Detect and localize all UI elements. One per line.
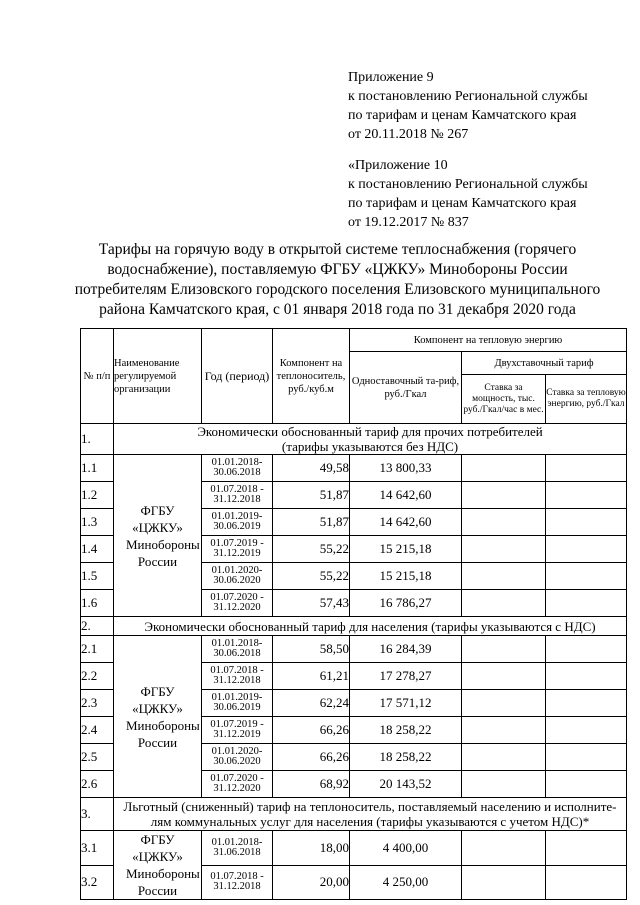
table-row [81, 455, 627, 482]
appendix-line: от 20.11.2018 № 267 [348, 127, 469, 142]
single-rate-value: 4 250,00 [350, 865, 462, 900]
capacity-rate-value [462, 744, 546, 771]
period-end: 31.12.2018 [213, 494, 261, 505]
carrier-value: 18,00 [273, 831, 350, 866]
header-two-rate: Двухставочный тариф [462, 352, 627, 375]
capacity-rate-value [462, 663, 546, 690]
single-rate-value: 4 400,00 [350, 831, 462, 866]
single-rate-value: 18 258,22 [350, 744, 462, 771]
energy-rate-value [546, 636, 627, 663]
header-period: Год (период) [202, 329, 273, 424]
row-num: 1.6 [81, 590, 114, 617]
single-rate-value: 20 143,52 [350, 771, 462, 798]
single-rate-value: 16 786,27 [350, 590, 462, 617]
section-row [81, 424, 627, 455]
period-start: 01.01.2019- [211, 692, 263, 703]
carrier-value: 55,22 [273, 536, 350, 563]
row-num: 2.4 [81, 717, 114, 744]
table-row [81, 831, 627, 866]
header-single-rate: Одноставочный та-риф, руб./Гкал [350, 352, 462, 424]
capacity-rate-value [462, 536, 546, 563]
header-num: № п/п [81, 329, 114, 424]
period-end: 30.06.2020 [213, 575, 261, 586]
row-period [202, 636, 273, 663]
energy-rate-value [546, 831, 627, 866]
single-rate-value: 14 642,60 [350, 509, 462, 536]
period-end: 31.12.2020 [213, 602, 261, 613]
period-end: 30.06.2019 [213, 702, 261, 713]
appendix-line: «Приложение 10 [348, 158, 448, 173]
carrier-value: 62,24 [273, 690, 350, 717]
section-title: Экономически обоснованный тариф для населения (тарифы указываются с НДС) [114, 617, 627, 636]
energy-rate-value [546, 482, 627, 509]
row-num: 3.2 [81, 865, 114, 900]
period-start: 01.01.2019- [211, 511, 263, 522]
energy-rate-value [546, 771, 627, 798]
period-end: 30.06.2020 [213, 756, 261, 767]
row-period [202, 717, 273, 744]
period-start: 01.07.2019 - [210, 719, 264, 730]
energy-rate-value [546, 590, 627, 617]
appendix-9-header [348, 68, 633, 144]
carrier-value: 66,26 [273, 717, 350, 744]
period-start: 01.01.2018- [211, 638, 263, 649]
carrier-value: 57,43 [273, 590, 350, 617]
period-end: 31.12.2018 [213, 881, 261, 893]
period-start: 01.07.2018 - [210, 871, 264, 883]
energy-rate-value [546, 563, 627, 590]
period-end: 31.12.2018 [213, 675, 261, 686]
header-energy-group: Компонент на тепловую энергию [350, 329, 627, 352]
document-title [60, 240, 615, 320]
carrier-value: 61,21 [273, 663, 350, 690]
period-start: 01.07.2020 - [210, 773, 264, 784]
row-num: 2.5 [81, 744, 114, 771]
table-row [81, 636, 627, 663]
carrier-value: 68,92 [273, 771, 350, 798]
capacity-rate-value [462, 455, 546, 482]
row-period [202, 690, 273, 717]
capacity-rate-value [462, 563, 546, 590]
appendix-line: по тарифам и ценам Камчатского края [348, 108, 577, 123]
title-line: Тарифы на горячую воду в открытой системе теплоснабжения (горячего [98, 241, 577, 258]
carrier-value: 20,00 [273, 865, 350, 900]
energy-rate-value [546, 690, 627, 717]
capacity-rate-value [462, 590, 546, 617]
section-row [81, 617, 627, 636]
row-period [202, 771, 273, 798]
single-rate-value: 15 215,18 [350, 536, 462, 563]
single-rate-value: 16 284,39 [350, 636, 462, 663]
row-period [202, 831, 273, 866]
period-start: 01.07.2019 - [210, 538, 264, 549]
title-line: района Камчатского края, с 01 января 2018 года по 31 декабря 2020 года [99, 301, 576, 318]
capacity-rate-value [462, 831, 546, 866]
row-period [202, 536, 273, 563]
row-num: 2.2 [81, 663, 114, 690]
appendix-line: Приложение 9 [348, 70, 434, 85]
section-title: Экономически обоснованный тариф для прочих потребителей (тарифы указываются без НДС) [114, 424, 627, 455]
carrier-value: 58,50 [273, 636, 350, 663]
row-num: 1.4 [81, 536, 114, 563]
carrier-value: 55,22 [273, 563, 350, 590]
period-end: 31.06.2018 [213, 846, 261, 858]
appendix-line: от 19.12.2017 № 837 [348, 215, 469, 230]
title-line: потребителям Елизовского городского поселения Елизовского муниципального [74, 281, 601, 298]
row-num: 1.1 [81, 455, 114, 482]
energy-rate-value [546, 717, 627, 744]
period-end: 31.12.2019 [213, 548, 261, 559]
row-num: 1.5 [81, 563, 114, 590]
energy-rate-value [546, 865, 627, 900]
period-end: 30.06.2018 [213, 648, 261, 659]
single-rate-value: 13 800,33 [350, 455, 462, 482]
header-capacity-rate: Ставка за мощность, тыс. руб./Гкал/час в мес. [462, 375, 546, 424]
period-end: 30.06.2018 [213, 467, 261, 478]
energy-rate-value [546, 536, 627, 563]
row-period [202, 865, 273, 900]
row-num: 1.2 [81, 482, 114, 509]
period-start: 01.01.2020- [211, 565, 263, 576]
row-period [202, 563, 273, 590]
appendix-line: по тарифам и ценам Камчатского края [348, 196, 577, 211]
carrier-value: 51,87 [273, 509, 350, 536]
org-name: ФГБУ «ЦЖКУ» Минобороны России [114, 636, 202, 798]
row-num: 3.1 [81, 831, 114, 866]
period-start: 01.01.2020- [211, 746, 263, 757]
energy-rate-value [546, 455, 627, 482]
row-period [202, 455, 273, 482]
row-period [202, 744, 273, 771]
period-start: 01.07.2020 - [210, 592, 264, 603]
carrier-value: 51,87 [273, 482, 350, 509]
row-num: 2.6 [81, 771, 114, 798]
section-num: 2. [81, 617, 114, 636]
energy-rate-value [546, 744, 627, 771]
period-end: 31.12.2019 [213, 729, 261, 740]
row-period [202, 663, 273, 690]
appendix-10-header [348, 156, 633, 232]
section-num: 3. [81, 798, 114, 831]
row-period [202, 482, 273, 509]
carrier-value: 66,26 [273, 744, 350, 771]
single-rate-value: 14 642,60 [350, 482, 462, 509]
energy-rate-value [546, 509, 627, 536]
period-end: 30.06.2019 [213, 521, 261, 532]
row-num: 2.1 [81, 636, 114, 663]
header-energy-rate: Ставка за тепловую энергию, руб./Гкал [546, 375, 627, 424]
capacity-rate-value [462, 865, 546, 900]
single-rate-value: 15 215,18 [350, 563, 462, 590]
org-name: ФГБУ «ЦЖКУ» Минобороны России [114, 455, 202, 617]
section-title: Льготный (сниженный) тариф на теплоноситель, поставляемый населению и исполните-лям коммунальных услуг для населения (тарифы указываются с учетом НДС)* [114, 798, 627, 831]
capacity-rate-value [462, 636, 546, 663]
single-rate-value: 18 258,22 [350, 717, 462, 744]
row-period [202, 509, 273, 536]
energy-rate-value [546, 663, 627, 690]
period-start: 01.01.2018- [211, 457, 263, 468]
header-org: Наименование регулируемой организации [114, 329, 202, 424]
period-start: 01.01.2018- [211, 836, 263, 848]
appendix-line: к постановлению Региональной службы [348, 177, 588, 192]
org-name: ФГБУ «ЦЖКУ» Минобороны России [114, 831, 202, 900]
period-end: 31.12.2020 [213, 783, 261, 794]
section-num: 1. [81, 424, 114, 455]
section-row [81, 798, 627, 831]
period-start: 01.07.2018 - [210, 665, 264, 676]
row-period [202, 590, 273, 617]
header-carrier: Компонент на теплоноситель, руб./куб.м [273, 329, 350, 424]
capacity-rate-value [462, 771, 546, 798]
carrier-value: 49,58 [273, 455, 350, 482]
capacity-rate-value [462, 509, 546, 536]
single-rate-value: 17 278,27 [350, 663, 462, 690]
capacity-rate-value [462, 482, 546, 509]
capacity-rate-value [462, 690, 546, 717]
row-num: 2.3 [81, 690, 114, 717]
title-line: водоснабжение), поставляемую ФГБУ «ЦЖКУ» Минобороны России [107, 261, 568, 278]
tariff-table [80, 328, 627, 900]
capacity-rate-value [462, 717, 546, 744]
period-start: 01.07.2018 - [210, 484, 264, 495]
single-rate-value: 17 571,12 [350, 690, 462, 717]
appendix-line: к постановлению Региональной службы [348, 89, 588, 104]
row-num: 1.3 [81, 509, 114, 536]
